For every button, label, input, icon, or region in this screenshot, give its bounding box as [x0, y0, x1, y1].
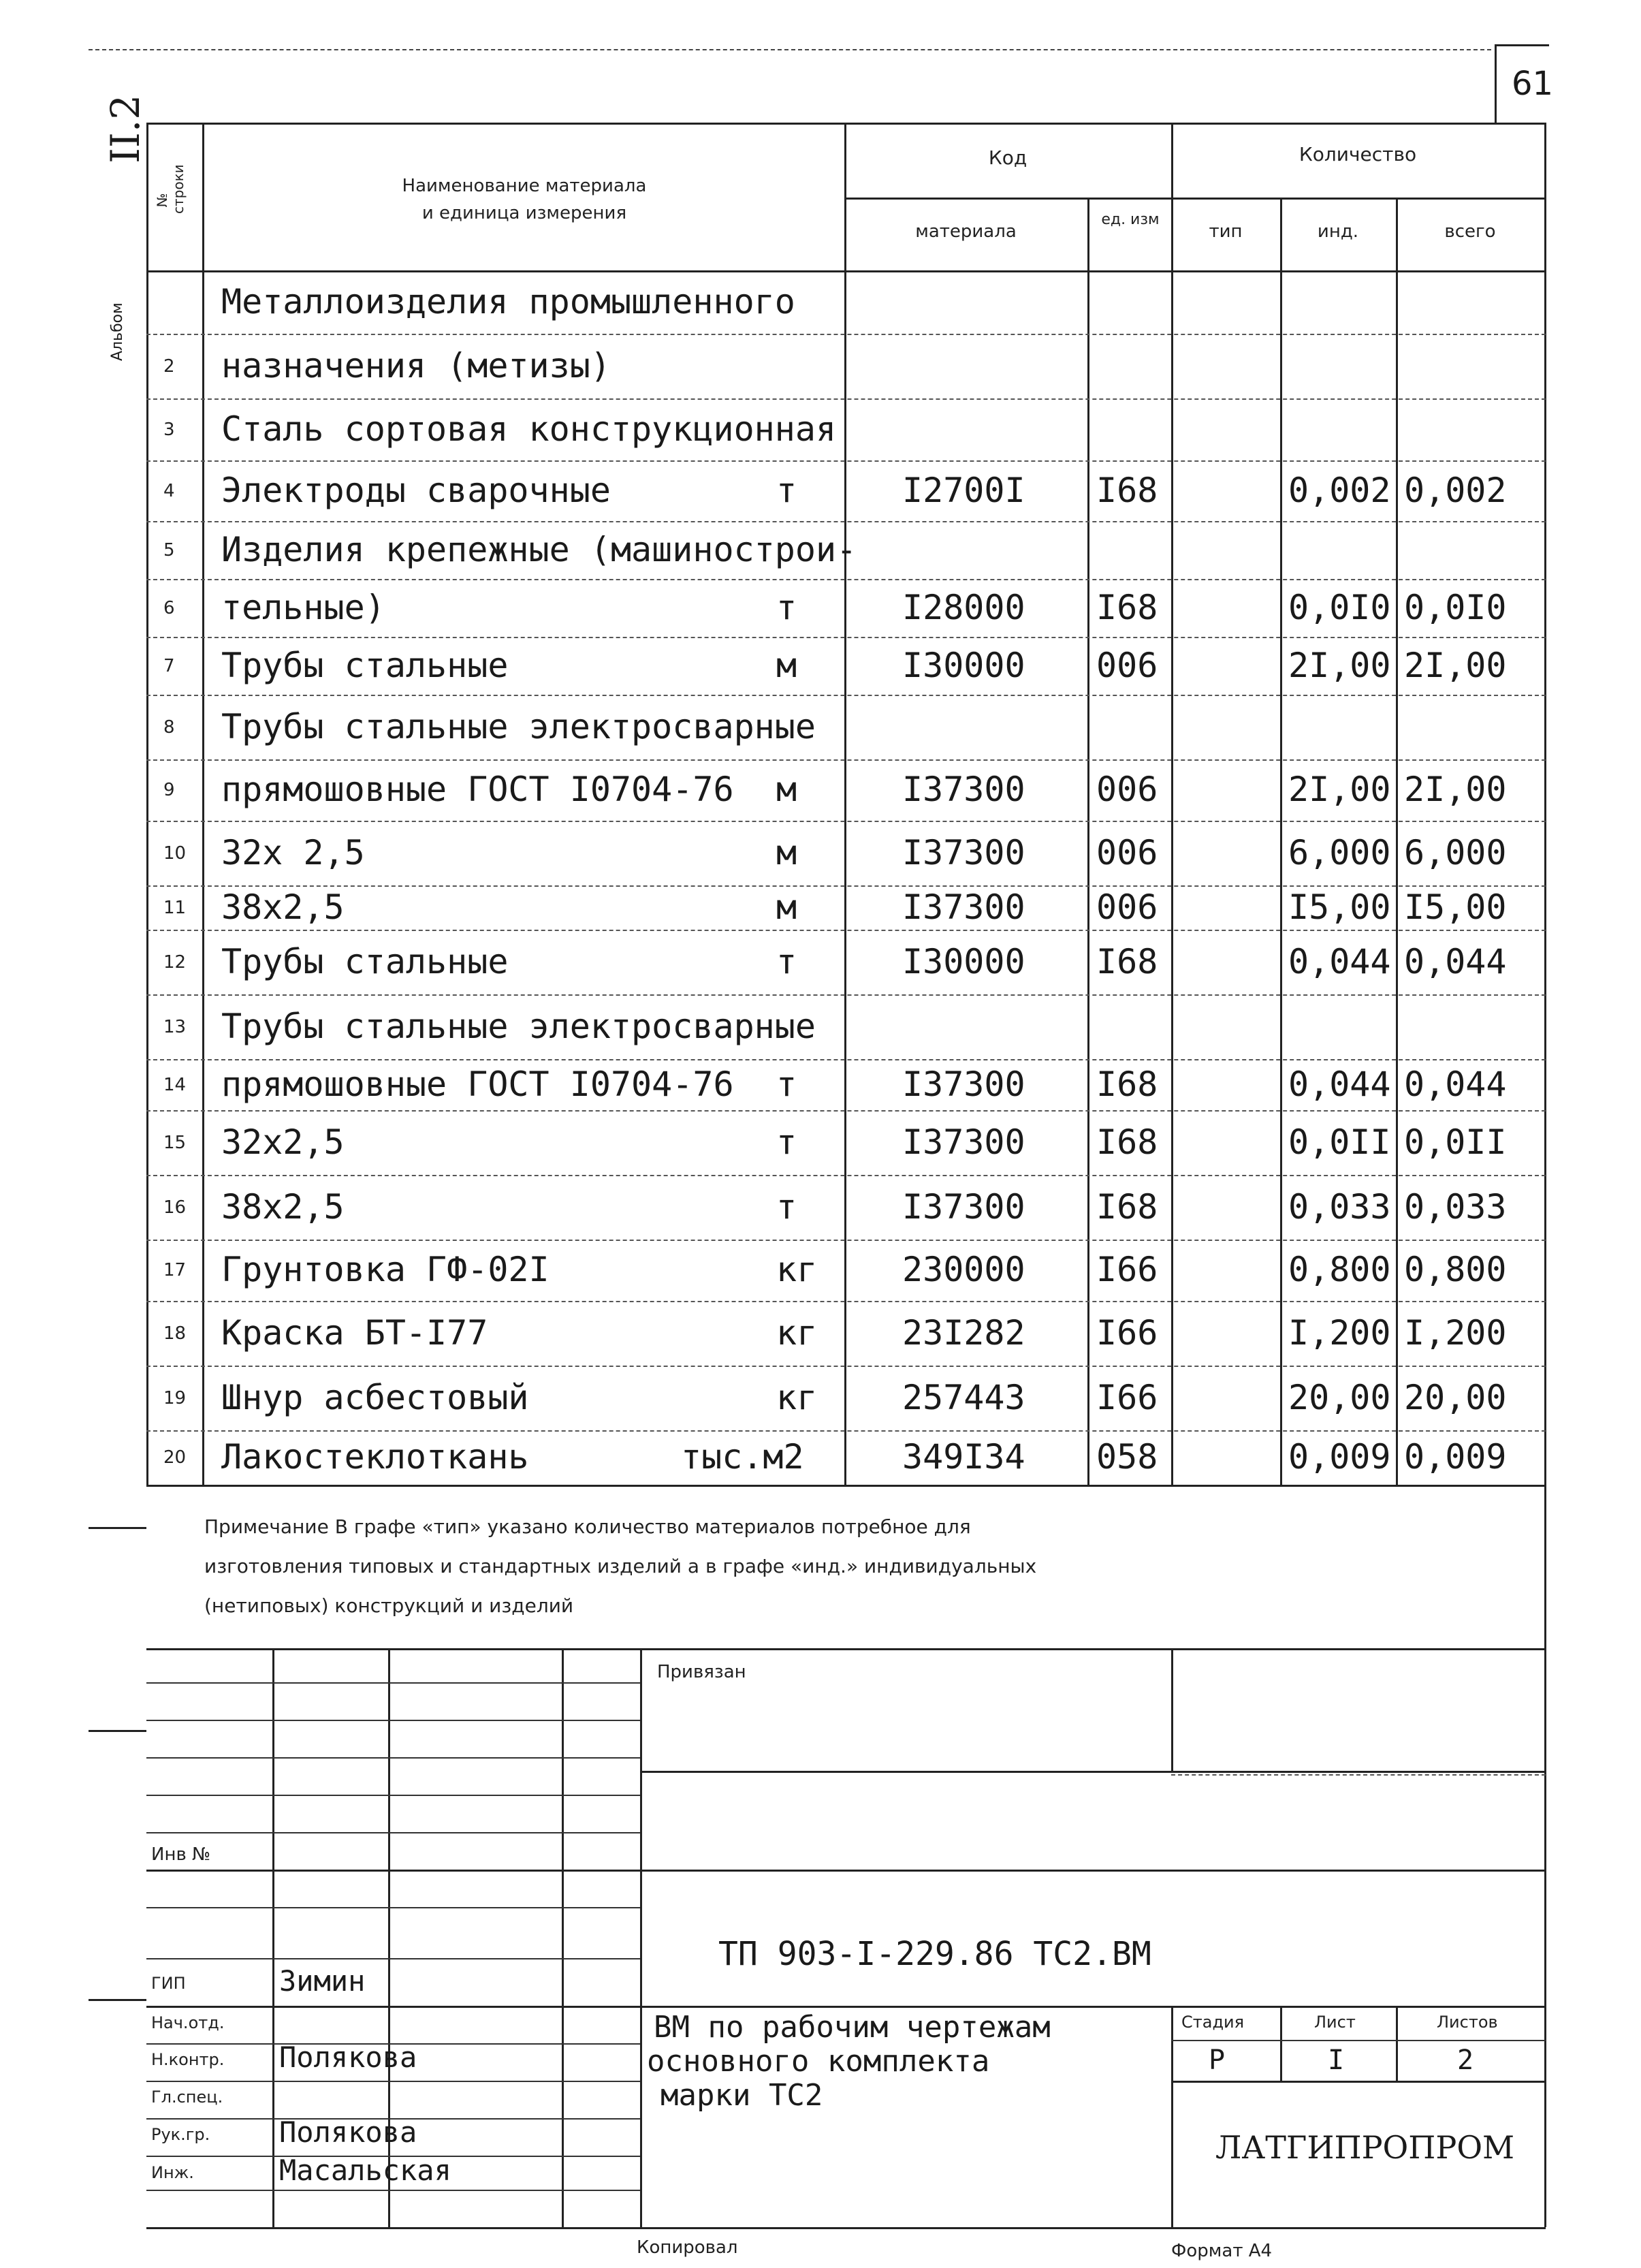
table-left-border — [146, 123, 148, 1485]
material-name: Шнур асбестовый — [221, 1377, 529, 1417]
qty-individual: 0,0II — [1288, 1122, 1391, 1162]
qty-total: 0,0I0 — [1404, 587, 1507, 627]
material-name: Трубы стальные электросварные — [221, 706, 816, 746]
row-number: 17 — [163, 1260, 187, 1280]
stamp-bottom-border — [146, 2227, 1546, 2229]
signature-role: ГИП — [151, 1974, 186, 1993]
row-number: 20 — [163, 1447, 187, 1468]
qty-individual: 0,033 — [1288, 1186, 1391, 1227]
header-code-material: материала — [915, 221, 1017, 242]
header-qty-total: всего — [1444, 221, 1496, 242]
ind-col-border — [1396, 198, 1398, 1485]
row-separator — [146, 994, 1546, 996]
material-code: I37300 — [902, 770, 1025, 809]
side-label: II.2 — [102, 94, 148, 163]
material-code: I30000 — [902, 645, 1025, 685]
stage-header-border — [1171, 2040, 1546, 2041]
margin-tick-2 — [89, 1730, 146, 1732]
header-code-unit: ед. изм — [1101, 211, 1160, 228]
qty-individual: I5,00 — [1288, 887, 1391, 927]
row-separator — [146, 1430, 1546, 1432]
material-code: I28000 — [902, 587, 1025, 627]
unit-code: 006 — [1096, 770, 1158, 809]
unit-code: I68 — [1096, 941, 1158, 981]
organization-name: ЛАТГИПРОПРОМ — [1215, 2129, 1515, 2166]
row-separator — [146, 1240, 1546, 1241]
sheet-value: I — [1328, 2045, 1345, 2076]
unit-of-measure: т — [776, 1122, 797, 1162]
row-separator — [146, 695, 1546, 696]
row-separator — [146, 1110, 1546, 1112]
doc-title-line1: ВМ по рабочим чертежам — [654, 2010, 1051, 2045]
stamp-row-5 — [146, 1832, 640, 1833]
qty-total: 0,033 — [1404, 1186, 1507, 1227]
qty-total: I,200 — [1404, 1312, 1507, 1353]
stamp-row-6 — [146, 1870, 1546, 1872]
header-name-line2: и единица измерения — [421, 203, 627, 223]
unit-of-measure: т — [776, 587, 797, 627]
material-name: Лакостеклоткань — [221, 1437, 529, 1477]
stamp-row-11 — [146, 2081, 640, 2082]
qty-total: 20,00 — [1404, 1377, 1507, 1417]
unit-code: 006 — [1096, 832, 1158, 872]
margin-tick-3 — [89, 1999, 146, 2001]
qty-total: I5,00 — [1404, 887, 1507, 927]
sheet-col-border — [1280, 2006, 1282, 2081]
unit-of-measure: тыс.м2 — [681, 1437, 804, 1477]
row-separator — [146, 460, 1546, 462]
material-name: 32х 2,5 — [221, 832, 365, 872]
qty-total: 0,0II — [1404, 1122, 1507, 1162]
qty-individual: 0,0I0 — [1288, 587, 1391, 627]
header-rowno: № строки — [154, 164, 187, 214]
stamp-row-3 — [146, 1757, 640, 1759]
qty-individual: 6,000 — [1288, 832, 1391, 872]
qty-individual: I,200 — [1288, 1312, 1391, 1353]
stage-values-border — [1171, 2081, 1546, 2083]
qty-individual: 2I,00 — [1288, 770, 1391, 809]
unit-of-measure: м — [776, 645, 797, 685]
side-small-label: Альбом — [109, 302, 126, 361]
unit-code: 006 — [1096, 887, 1158, 927]
row-number: 13 — [163, 1016, 187, 1037]
qty-individual: 0,044 — [1288, 1064, 1391, 1104]
sheet-label: Лист — [1314, 2013, 1356, 2032]
signature-name: Зимин — [279, 1964, 366, 1998]
row-separator — [146, 1366, 1546, 1367]
material-name: Изделия крепежные (машинострои- — [221, 529, 857, 569]
unit-of-measure: кг — [776, 1377, 818, 1417]
unit-of-measure: м — [776, 887, 797, 927]
stamp-row-2 — [146, 1720, 640, 1721]
unit-code: I66 — [1096, 1250, 1158, 1289]
inv-no-label: Инв № — [151, 1844, 211, 1865]
format-label: Формат А4 — [1171, 2241, 1273, 2261]
unit-code: I66 — [1096, 1312, 1158, 1353]
signature-role: Нач.отд. — [151, 2013, 225, 2032]
material-code: I37300 — [902, 832, 1025, 872]
signature-role: Рук.гр. — [151, 2125, 210, 2144]
doc-title-line3: марки ТС2 — [660, 2078, 823, 2113]
stamp-row-4 — [146, 1795, 640, 1796]
margin-tick-1 — [89, 1527, 146, 1529]
qty-total: 6,000 — [1404, 832, 1507, 872]
material-name: 32х2,5 — [221, 1122, 345, 1162]
signature-name: Масальская — [279, 2154, 451, 2187]
material-name: 38х2,5 — [221, 887, 345, 927]
material-name: Электроды сварочные — [221, 470, 611, 510]
material-name: Металлоизделия промышленного — [221, 281, 795, 321]
unit-code: I68 — [1096, 587, 1158, 627]
qty-individual: 20,00 — [1288, 1377, 1391, 1417]
row-number: 9 — [163, 780, 175, 800]
row-separator — [146, 579, 1546, 580]
row-separator — [146, 1059, 1546, 1060]
row-number: 19 — [163, 1387, 187, 1408]
row-separator — [146, 930, 1546, 931]
page-number-box-left — [1495, 44, 1497, 123]
doc-code: ТП 903-I-229.86 ТС2.ВМ — [718, 1935, 1151, 1973]
unit-code: I68 — [1096, 1064, 1158, 1104]
stage-label: Стадия — [1181, 2013, 1245, 2032]
privyazan-dash — [1171, 1774, 1546, 1776]
sheets-col-border — [1396, 2006, 1398, 2081]
unit-of-measure: кг — [776, 1250, 818, 1289]
top-dash-line — [89, 49, 1491, 50]
sheets-value: 2 — [1457, 2045, 1474, 2076]
row-number: 2 — [163, 356, 175, 377]
stage-value: Р — [1209, 2045, 1226, 2076]
row-separator — [146, 1175, 1546, 1176]
material-code: I37300 — [902, 887, 1025, 927]
material-name: Трубы стальные — [221, 941, 509, 981]
qty-individual: 0,800 — [1288, 1250, 1391, 1289]
stamp-top-border — [146, 1648, 1546, 1650]
signature-role: Инж. — [151, 2163, 194, 2182]
row-number: 11 — [163, 897, 187, 918]
qty-individual: 0,002 — [1288, 470, 1391, 510]
header-qty: Количество — [1299, 143, 1417, 166]
material-name: назначения (метизы) — [221, 345, 611, 385]
stamp-row-1 — [146, 1682, 640, 1684]
row-separator — [146, 398, 1546, 400]
unit-of-measure: кг — [776, 1312, 818, 1353]
material-name: тельные) — [221, 587, 385, 627]
row-number: 8 — [163, 716, 175, 738]
material-code: 349I34 — [902, 1437, 1025, 1477]
row-number: 15 — [163, 1132, 187, 1153]
material-code: I37300 — [902, 1064, 1025, 1104]
stamp-row-8 — [146, 1958, 640, 1959]
row-number: 3 — [163, 419, 175, 440]
stamp-row-9 — [146, 2006, 1546, 2008]
qty-total: 0,044 — [1404, 941, 1507, 981]
material-code: I37300 — [902, 1122, 1025, 1162]
rownum-col-border — [202, 123, 204, 1485]
row-number: 16 — [163, 1197, 187, 1218]
unit-code: 058 — [1096, 1437, 1158, 1477]
material-code: 230000 — [902, 1250, 1025, 1289]
stamp-col-3 — [562, 1648, 564, 2227]
row-number: 12 — [163, 951, 187, 973]
page-number: 61 — [1512, 65, 1554, 103]
signature-name: Полякова — [279, 2041, 417, 2074]
material-name: 38х2,5 — [221, 1186, 345, 1227]
material-name: Краска БТ-I77 — [221, 1312, 488, 1353]
unit-of-measure: м — [776, 770, 797, 809]
privyazan-bottom-border — [640, 1771, 1546, 1773]
name-col-border — [844, 123, 846, 1485]
row-separator — [146, 334, 1546, 335]
qty-individual: 0,044 — [1288, 941, 1391, 981]
page-number-box-top — [1495, 44, 1549, 46]
row-separator — [146, 821, 1546, 822]
privyazan-label: Привязан — [657, 1662, 746, 1682]
unit-code: I68 — [1096, 1186, 1158, 1227]
material-code: 257443 — [902, 1377, 1025, 1417]
signature-role: Гл.спец. — [151, 2088, 223, 2107]
header-qty-tip: тип — [1209, 221, 1243, 242]
sheets-label: Листов — [1437, 2013, 1498, 2032]
qty-individual: 0,009 — [1288, 1437, 1391, 1477]
header-code: Код — [988, 146, 1027, 169]
material-code: I2700I — [902, 470, 1025, 510]
unit-of-measure: т — [776, 1064, 797, 1104]
stamp-col-1 — [272, 1648, 274, 2227]
material-code: I37300 — [902, 1186, 1025, 1227]
material-name: Трубы стальные — [221, 645, 509, 685]
material-name: прямошовные ГОСТ I0704-76 — [221, 770, 734, 809]
row-number: 4 — [163, 480, 175, 501]
row-number: 5 — [163, 539, 175, 561]
note-line1: Примечание В графе «тип» указано количество материалов потребное для — [204, 1515, 971, 1538]
row-number: 6 — [163, 597, 175, 618]
row-number: 7 — [163, 655, 175, 676]
qty-total: 2I,00 — [1404, 645, 1507, 685]
header-name-line1: Наименование материала — [402, 176, 647, 196]
material-name: Трубы стальные электросварные — [221, 1006, 816, 1046]
note-line2: изготовления типовых и стандартных изделий а в графе «инд.» индивидуальных — [204, 1555, 1037, 1577]
qty-total: 0,800 — [1404, 1250, 1507, 1289]
qty-total: 0,009 — [1404, 1437, 1507, 1477]
unit-code: 006 — [1096, 645, 1158, 685]
material-code: I30000 — [902, 941, 1025, 981]
row-separator — [146, 637, 1546, 638]
material-code: 23I282 — [902, 1312, 1025, 1353]
row-number: 14 — [163, 1074, 187, 1095]
doc-title-line2: основного комплекта — [647, 2044, 990, 2079]
unit-of-measure: т — [776, 1186, 797, 1227]
code-col-border — [1087, 198, 1089, 1485]
row-separator — [146, 759, 1546, 761]
qty-individual: 2I,00 — [1288, 645, 1391, 685]
material-name: Сталь сортовая конструкционная — [221, 409, 837, 449]
unit-code: I66 — [1096, 1377, 1158, 1417]
qty-total: 0,002 — [1404, 470, 1507, 510]
row-number: 10 — [163, 842, 187, 864]
unit-of-measure: т — [776, 941, 797, 981]
material-name: Грунтовка ГФ-02I — [221, 1250, 549, 1289]
material-name: прямошовные ГОСТ I0704-76 — [221, 1064, 734, 1104]
unit-of-measure: м — [776, 832, 797, 872]
row-number: 18 — [163, 1323, 187, 1344]
unit-of-measure: т — [776, 470, 797, 510]
unit-code: I68 — [1096, 470, 1158, 510]
signature-name: Полякова — [279, 2115, 417, 2149]
copied-label: Копировал — [637, 2237, 738, 2258]
privyazan-col-border — [1171, 1648, 1173, 1771]
header-sub-border — [844, 198, 1546, 200]
row-separator — [146, 1301, 1546, 1302]
tip-col-border — [1280, 198, 1282, 1485]
stamp-row-14 — [146, 2190, 640, 2191]
signature-role: Н.контр. — [151, 2050, 225, 2069]
table-body-bottom-border — [146, 1485, 1546, 1487]
stamp-row-7 — [146, 1907, 640, 1908]
unit-col-border — [1171, 123, 1173, 1485]
row-separator — [146, 885, 1546, 887]
unit-code: I68 — [1096, 1122, 1158, 1162]
header-qty-ind: инд. — [1317, 221, 1359, 242]
stamp-col-4 — [640, 1648, 642, 2227]
qty-total: 0,044 — [1404, 1064, 1507, 1104]
note-line3: (нетиповых) конструкций и изделий — [204, 1594, 574, 1617]
row-separator — [146, 521, 1546, 522]
stage-col-border — [1171, 2006, 1173, 2227]
qty-total: 2I,00 — [1404, 770, 1507, 809]
